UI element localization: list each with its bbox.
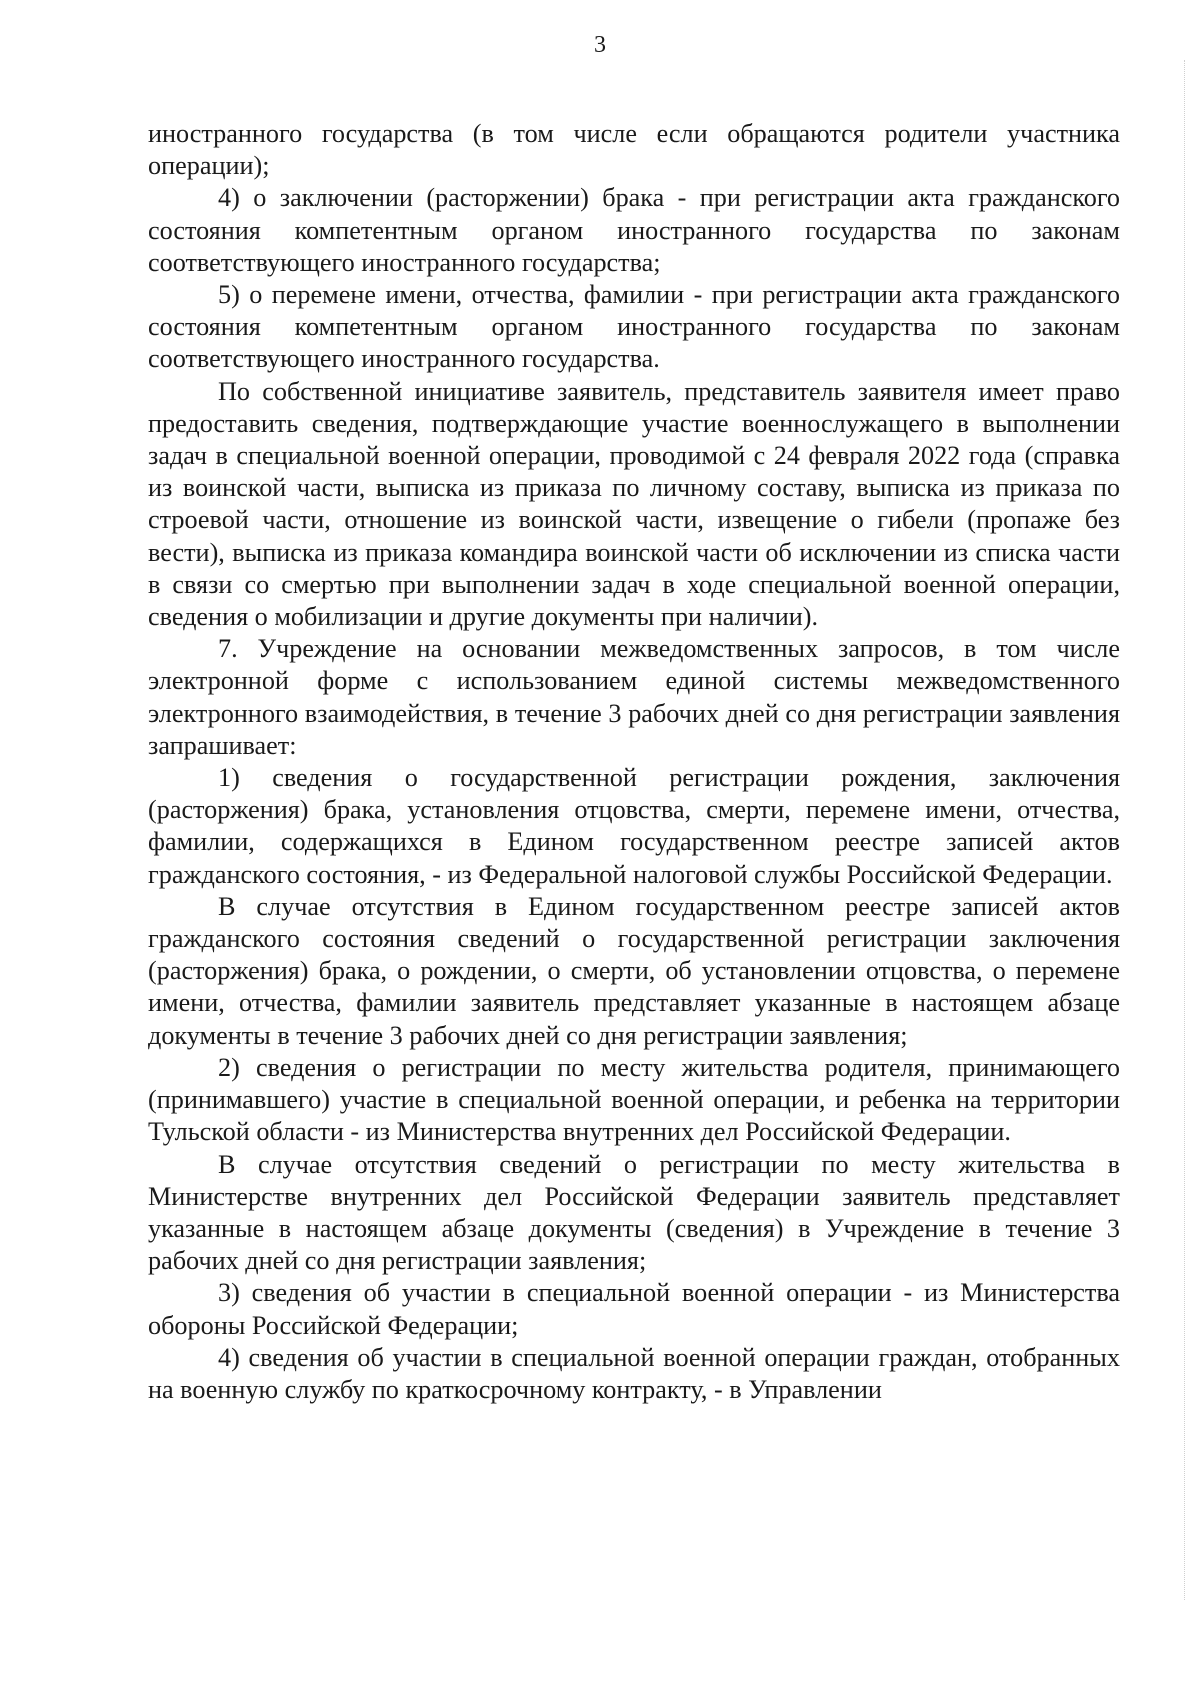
paragraph: 3) сведения об участии в специальной военной операции - из Министерства обороны Российской Федерации; (148, 1278, 1120, 1340)
document-body (148, 118, 1120, 1406)
paragraph: 4) о заключении (расторжении) брака - при регистрации акта гражданского состояния компетентным органом иностранного государства по законам соответствующего иностранного государства; (148, 183, 1120, 277)
scan-edge-artifact (1184, 60, 1186, 1600)
paragraph: иностранного государства (в том числе если обращаются родители участника операции); (148, 119, 1120, 181)
page-number: 3 (594, 32, 606, 58)
paragraph: 7. Учреждение на основании межведомственных запросов, в том числе электронной форме с использованием единой системы межведомственного электронного взаимодействия, в течение 3 рабочих дней со дня регистрации заявления запрашивает: (148, 634, 1120, 760)
paragraph: 5) о перемене имени, отчества, фамилии - при регистрации акта гражданского состояния компетентным органом иностранного государства по законам соответствующего иностранного государства. (148, 280, 1120, 374)
paragraph: 1) сведения о государственной регистрации рождения, заключения (расторжения) брака, установления отцовства, смерти, перемене имени, отчества, фамилии, содержащихся в Едином государственном реестре записей актов гражданского состояния, - из Федеральной налоговой службы Российской Федерации. (148, 763, 1120, 889)
paragraph: 4) сведения об участии в специальной военной операции граждан, отобранных на военную службу по краткосрочному контракту, - в Управлении (148, 1342, 1120, 1404)
paragraph: В случае отсутствия сведений о регистрации по месту жительства в Министерстве внутренних дел Российской Федерации заявитель представляет указанные в настоящем абзаце документы (сведения) в Учреждение в течение 3 рабочих дней со дня регистрации заявления; (148, 1149, 1120, 1276)
paragraph: В случае отсутствия в Едином государственном реестре записей актов гражданского состояния сведений о государственной регистрации заключения (расторжения) брака, о рождении, о смерти, об установлении отцовства, о перемене имени, отчества, фамилии заявитель представляет указанные в настоящем абзаце документы в течение 3 рабочих дней со дня регистрации заявления; (148, 891, 1120, 1050)
paragraph: По собственной инициативе заявитель, представитель заявителя имеет право предоставить сведения, подтверждающие участие военнослужащего в выполнении задач в специальной военной операции, проводимой с 24 февраля 2022 года (справка из воинской части, выписка из приказа по личному составу, выписка из приказа по строевой части, отношение из воинской части, извещение о гибели (пропаже без вести), выписка из приказа командира воинской части об исключении из списка части в связи со смертью при выполнении задач в ходе специальной военной операции, сведения о мобилизации и другие документы при наличии). (148, 376, 1120, 632)
paragraph: 2) сведения о регистрации по месту жительства родителя, принимающего (принимавшего) участие в специальной военной операции, и ребенка на территории Тульской области - из Министерства внутренних дел Российской Федерации. (148, 1052, 1120, 1147)
